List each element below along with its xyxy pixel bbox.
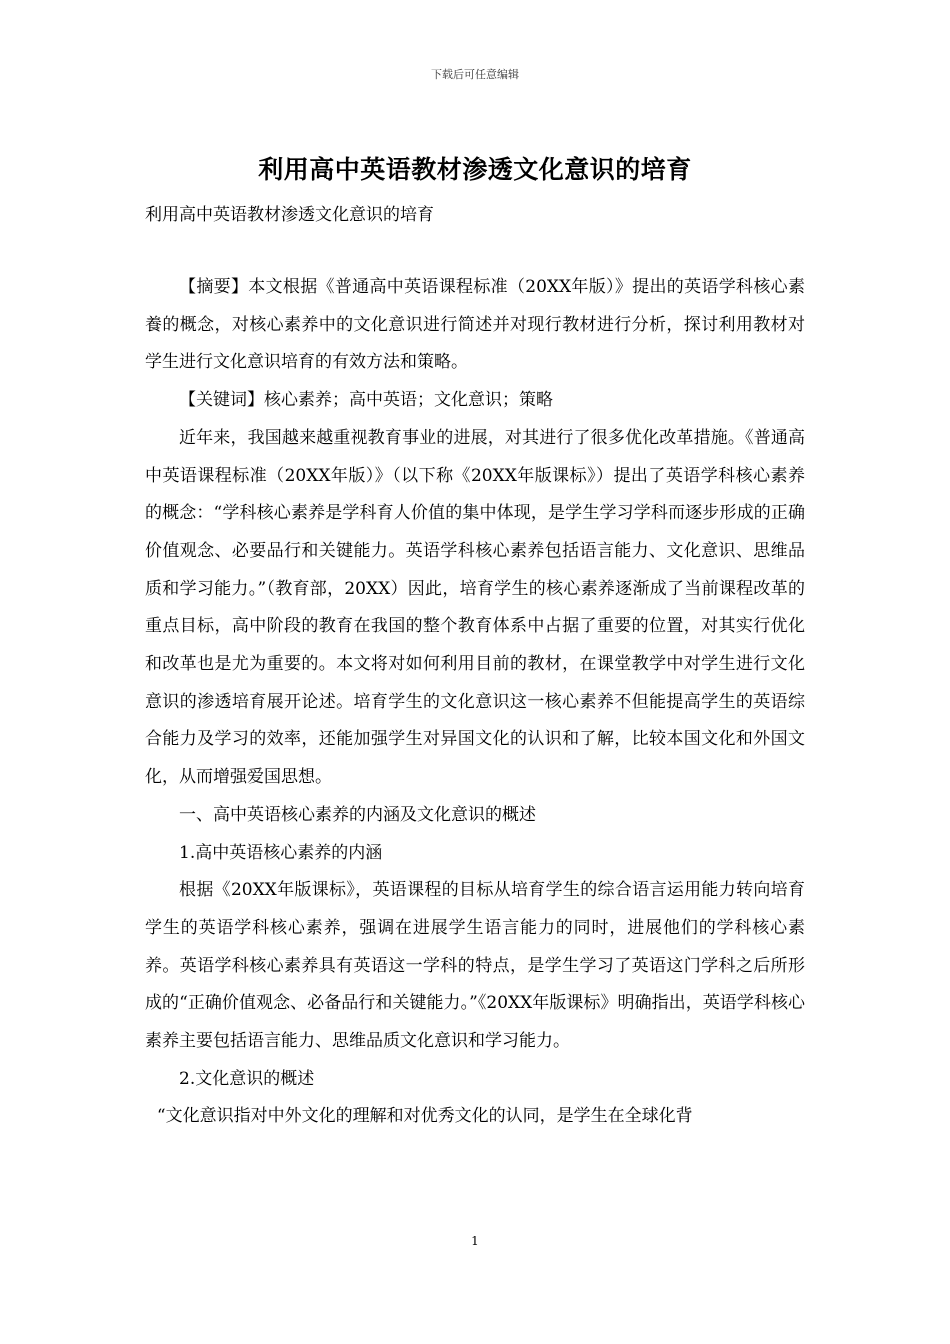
subsection-heading-1-1: 1.高中英语核心素养的内涵 <box>179 842 383 863</box>
intro-paragraph: 近年来，我国越来越重视教育事业的进展，对其进行了很多优化改革措施。《普通高中英语课程标准（20XX年版）》（以下称《20XX年版课标》）提出了英语学科核心素养的概念：“学科核心素养是学科育人价值的集中体现，是学生学习学科而逐步形成的正确价值观念、必要品行和关键能力。英语学科核心素养包括语言能力、文化意识、思维品质和学习能力。”（教育部，20XX）因此，培育学生的核心素养逐渐成了当前课程改革的重点目标，高中阶段的教育在我国的整个教育体系中占据了重要的位置，对其实行优化和改革也是尤为重要的。本文将对如何利用目前的教材，在课堂教学中对学生进行文化意识的渗透培育展开论述。培育学生的文化意识这一核心素养不但能提高学生的英语综合能力及学习的效率，还能加强学生对异国文化的认识和了解，比较本国文化和外国文化，从而增强爱国思想。 <box>145 427 805 788</box>
page-number: 1 <box>471 1234 479 1248</box>
subsection-heading-1-2: 2.文化意识的概述 <box>179 1068 315 1089</box>
quote-paragraph: “文化意识指对中外文化的理解和对优秀文化的认同，是学生在全球化背 <box>156 1106 693 1127</box>
document-body <box>145 269 805 1136</box>
section-heading-1: 一、高中英语核心素养的内涵及文化意识的概述 <box>179 804 536 825</box>
document-subtitle: 利用高中英语教材渗透文化意识的培育 <box>145 205 434 225</box>
body-paragraph: 根据《20XX年版课标》，英语课程的目标从培育学生的综合语言运用能力转向培育学生的英语学科核心素养，强调在进展学生语言能力的同时，进展他们的学科核心素养。英语学科核心素养具有英语这一学科的特点，是学生学习了英语这门学科之后所形成的“正确价值观念、必备品行和关键能力。”《20XX年版课标》明确指出，英语学科核心素养主要包括语言能力、思维品质文化意识和学习能力。 <box>145 880 805 1052</box>
keywords-paragraph: 【关键词】核心素养；高中英语；文化意识；策略 <box>179 390 553 411</box>
abstract-paragraph: 【摘要】本文根据《普通高中英语课程标准（20XX年版）》提出的英语学科核心素養的概念，对核心素养中的文化意识进行简述并对现行教材进行分析，探讨利用教材对学生进行文化意识培育的有效方法和策略。 <box>145 277 805 373</box>
header-note: 下载后可任意编辑 <box>431 68 519 81</box>
document-title: 利用高中英语教材渗透文化意识的培育 <box>258 155 692 184</box>
